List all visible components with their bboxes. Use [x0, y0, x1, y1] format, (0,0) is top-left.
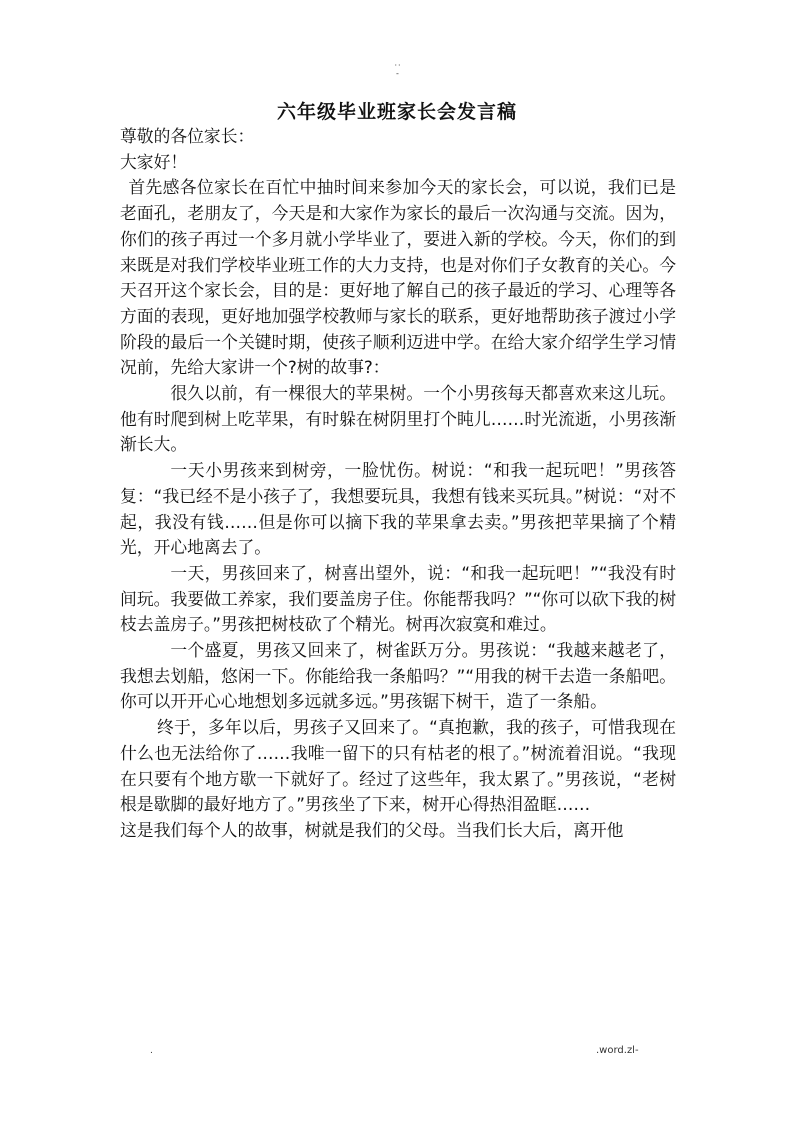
footer-right-mark: .word.zl-: [596, 1045, 639, 1056]
footer-left-mark: .: [150, 1046, 153, 1056]
salutation: 尊敬的各位家长：: [120, 126, 255, 146]
paragraph-story-1: 很久以前，有一棵很大的苹果树。一个小男孩每天都喜欢来这儿玩。他有时爬到树上吃苹果，有时躲在树阴里打个盹儿……时光流逝，小男孩渐渐长大。: [120, 383, 676, 455]
header-mark: [388, 62, 408, 78]
document-body: [120, 124, 676, 844]
greeting: 大家好！: [120, 151, 188, 172]
header-dash: -: [396, 69, 400, 78]
document-title: 六年级毕业班家长会发言稿: [276, 101, 517, 123]
paragraph-story-2: 一天小男孩来到树旁，一脸忧伤。树说：“和我一起玩吧！”男孩答复：“我已经不是小孩子了，我想要玩具，我想有钱来买玩具。”树说：“对不起，我没有钱……但是你可以摘下我的苹果拿去卖。”男孩把苹果摘了个精光，开心地离去了。: [120, 460, 676, 558]
paragraph-intro: 首先感各位家长在百忙中抽时间来参加今天的家长会，可以说，我们已是老面孔，老朋友了，今天是和大家作为家长的最后一次沟通与交流。因为，你们的孩子再过一个多月就小学毕业了，要进入新的学校。今天，你们的到来既是对我们学校毕业班工作的大力支持，也是对你们子女教育的关心。今天召开这个家长会，目的是：更好地了解自己的孩子最近的学习、心理等各方面的表现，更好地加强学校教师与家长的联系，更好地帮助孩子渡过小学阶段的最后一个关键时期，使孩子顺利迈进中学。在给大家介绍学生学习情况前，先给大家讲一个?树的故事?：: [120, 177, 676, 378]
paragraph-story-4: 一个盛夏，男孩又回来了，树雀跃万分。男孩说：“我越来越老了，我想去划船，悠闲一下。你能给我一条船吗？”“用我的树干去造一条船吧。你可以开开心心地想划多远就多远。”男孩锯下树干，造了一条船。: [120, 640, 676, 712]
paragraph-story-3: 一天，男孩回来了，树喜出望外，说：“和我一起玩吧！”“我没有时间玩。我要做工养家，我们要盖房子住。你能帮我吗？”“你可以砍下我的树枝去盖房子。”男孩把树枝砍了个精光。树再次寂寞和难过。: [120, 562, 676, 635]
header-dots: ··: [394, 61, 402, 70]
paragraph-conclusion: 这是我们每个人的故事，树就是我们的父母。当我们长大后，离开他: [120, 819, 624, 840]
paragraph-story-5: 终于，多年以后，男孩子又回来了。“真抱歉，我的孩子，可惜我现在什么也无法给你了……我唯一留下的只有枯老的根了。”树流着泪说。“我现在只要有个地方歇一下就好了。经过了这些年，我太累了。”男孩说，“老树根是歇脚的最好地方了。”男孩坐了下来，树开心得热泪盈眶……: [120, 717, 676, 815]
